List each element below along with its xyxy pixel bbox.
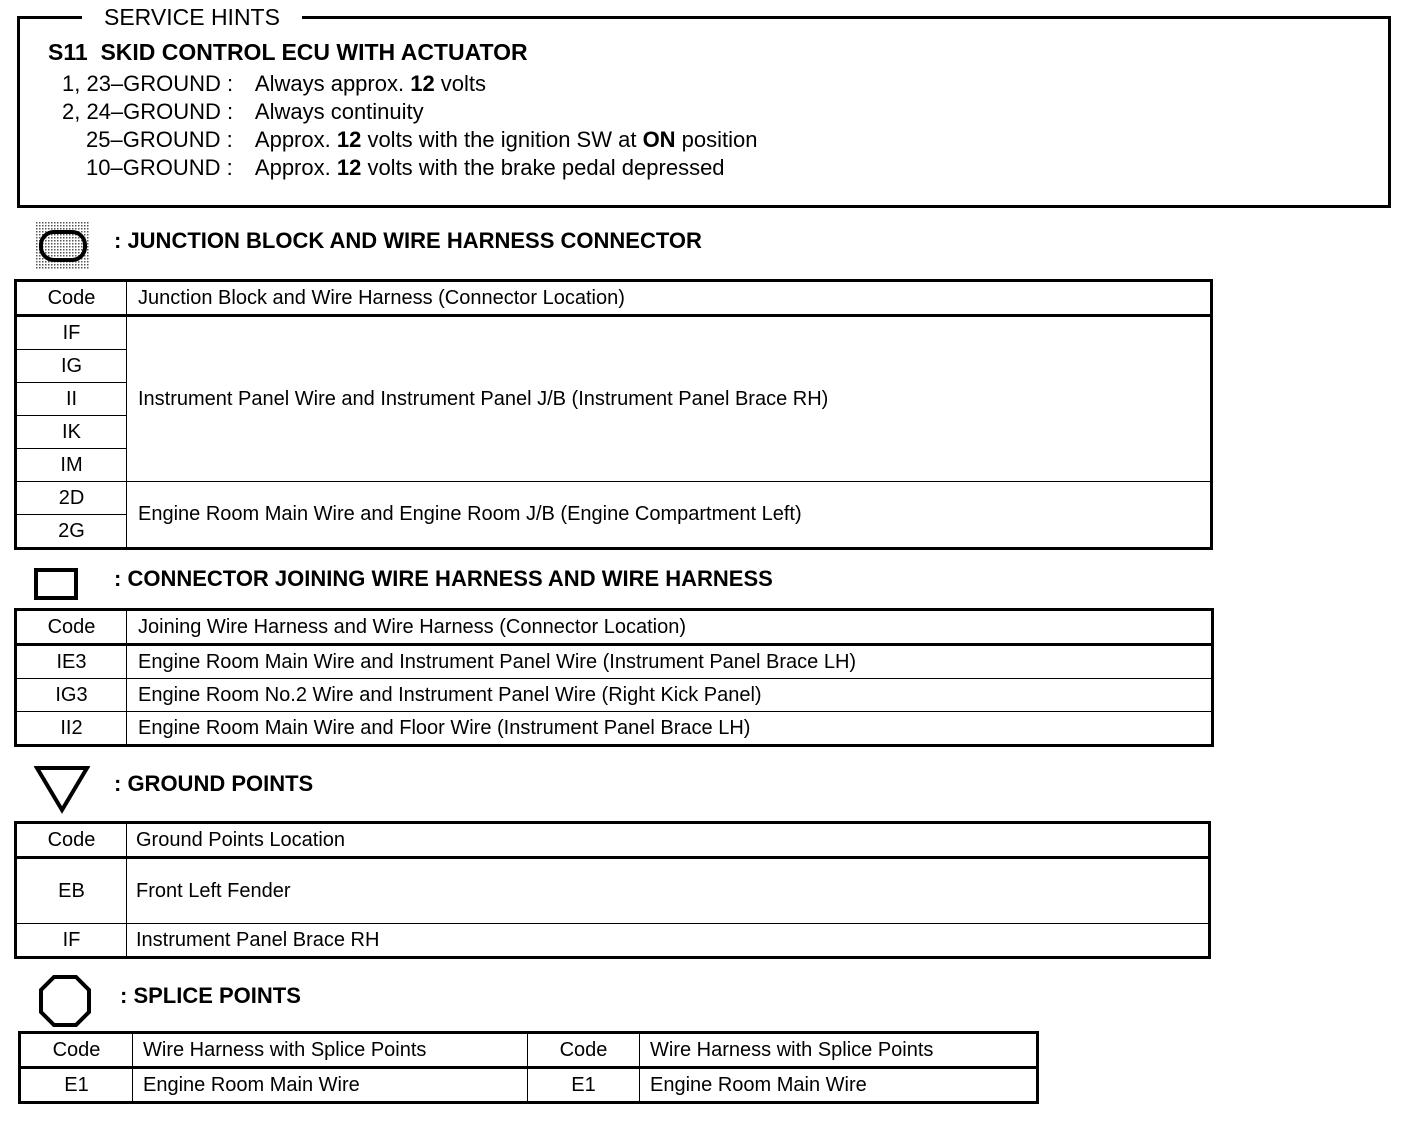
hint-text: Always approx. xyxy=(254,71,411,96)
hint-text: volts with the ignition SW at xyxy=(361,127,643,152)
code-cell: IG3 xyxy=(16,679,127,712)
header-code: Code xyxy=(16,281,127,316)
table-header-row xyxy=(16,281,1212,316)
code-cell: IF xyxy=(16,924,127,958)
code-cell: 2G xyxy=(16,515,127,549)
hint-line xyxy=(62,70,486,98)
table-row xyxy=(16,645,1213,679)
table-row xyxy=(16,858,1210,924)
ecu-heading xyxy=(48,38,528,66)
splice-point-icon xyxy=(38,974,92,1028)
hint-value: 12 xyxy=(336,155,362,180)
desc-cell: Engine Room Main Wire xyxy=(133,1068,528,1103)
code-cell: IE3 xyxy=(16,645,127,679)
header-code: Code xyxy=(16,610,127,645)
code-cell: IK xyxy=(16,416,127,449)
hint-value: 12 xyxy=(336,127,362,152)
desc-cell: Instrument Panel Wire and Instrument Panel J/B (Instrument Panel Brace RH) xyxy=(127,316,1212,482)
hint-text: Always continuity xyxy=(254,99,424,124)
junction-section-title: : JUNCTION BLOCK AND WIRE HARNESS CONNECTOR xyxy=(114,228,702,253)
hint-text: volts xyxy=(434,71,487,96)
table-row xyxy=(16,712,1213,746)
code-cell: E1 xyxy=(528,1068,640,1103)
hint-line xyxy=(62,98,424,126)
hint-pins: 25–GROUND : xyxy=(86,127,233,152)
hint-pins: 1, 23–GROUND : xyxy=(62,71,234,96)
table-header-row xyxy=(20,1033,1038,1068)
header-code: Code xyxy=(20,1033,133,1068)
desc-cell: Engine Room Main Wire and Instrument Panel Wire (Instrument Panel Brace LH) xyxy=(127,645,1213,679)
header-desc: Junction Block and Wire Harness (Connector Location) xyxy=(127,281,1212,316)
connector-icon xyxy=(34,568,80,602)
desc-cell: Engine Room No.2 Wire and Instrument Panel Wire (Right Kick Panel) xyxy=(127,679,1213,712)
table-row xyxy=(16,679,1213,712)
hint-line xyxy=(86,154,725,182)
connector-table xyxy=(14,608,1214,747)
hint-line xyxy=(86,126,758,154)
hint-pins: 10–GROUND : xyxy=(86,155,233,180)
header-desc: Wire Harness with Splice Points xyxy=(640,1033,1038,1068)
desc-cell: Instrument Panel Brace RH xyxy=(127,924,1210,958)
table-row xyxy=(16,316,1212,350)
hint-text: volts with the brake pedal depressed xyxy=(361,155,725,180)
header-desc: Wire Harness with Splice Points xyxy=(133,1033,528,1068)
hint-pins: 2, 24–GROUND : xyxy=(62,99,234,124)
code-cell: IF xyxy=(16,316,127,350)
splice-section-title: : SPLICE POINTS xyxy=(120,983,301,1008)
ecu-code: S11 xyxy=(48,39,88,65)
code-cell: 2D xyxy=(16,482,127,515)
ground-point-icon xyxy=(34,764,90,814)
code-cell: IM xyxy=(16,449,127,482)
hint-text: Approx. xyxy=(254,155,337,180)
header-code: Code xyxy=(528,1033,640,1068)
table-row xyxy=(20,1068,1038,1103)
table-row xyxy=(16,924,1210,958)
splice-table xyxy=(18,1031,1039,1104)
header-desc: Joining Wire Harness and Wire Harness (Connector Location) xyxy=(127,610,1213,645)
table-header-row xyxy=(16,823,1210,858)
ground-table xyxy=(14,821,1211,959)
header-code: Code xyxy=(16,823,127,858)
code-cell: II2 xyxy=(16,712,127,746)
ground-section-title: : GROUND POINTS xyxy=(114,771,314,796)
hint-value: ON xyxy=(642,127,676,152)
code-cell: EB xyxy=(16,858,127,924)
ecu-name: SKID CONTROL ECU WITH ACTUATOR xyxy=(100,39,528,65)
table-row xyxy=(16,482,1212,515)
desc-cell: Engine Room Main Wire and Engine Room J/B (Engine Compartment Left) xyxy=(127,482,1212,549)
connector-section-title: : CONNECTOR JOINING WIRE HARNESS AND WIRE HARNESS xyxy=(114,566,773,591)
code-cell: E1 xyxy=(20,1068,133,1103)
table-header-row xyxy=(16,610,1213,645)
hint-value: 12 xyxy=(410,71,435,96)
desc-cell: Engine Room Main Wire and Floor Wire (Instrument Panel Brace LH) xyxy=(127,712,1213,746)
header-desc: Ground Points Location xyxy=(127,823,1210,858)
junction-table xyxy=(14,279,1213,550)
code-cell: IG xyxy=(16,350,127,383)
desc-cell: Engine Room Main Wire xyxy=(640,1068,1038,1103)
service-hints-title: SERVICE HINTS xyxy=(82,3,302,31)
hint-text: position xyxy=(675,127,758,152)
hint-text: Approx. xyxy=(254,127,337,152)
junction-block-icon xyxy=(36,222,90,270)
code-cell: II xyxy=(16,383,127,416)
desc-cell: Front Left Fender xyxy=(127,858,1210,924)
